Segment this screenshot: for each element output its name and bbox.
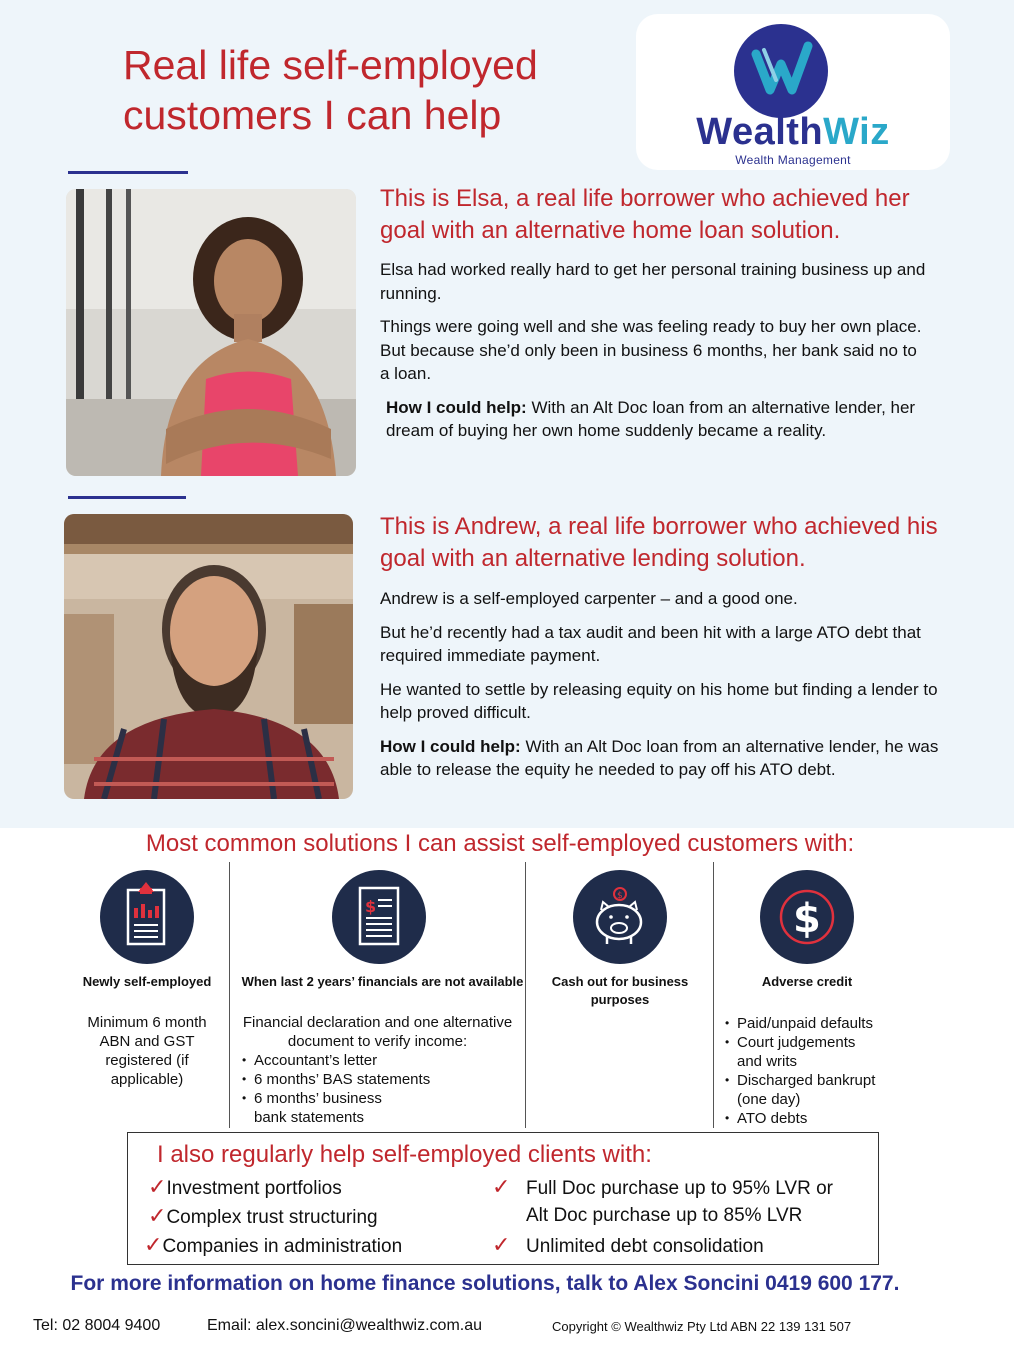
check-icon: ✓ [492,1232,511,1257]
story-andrew-paragraph: But he’d recently had a tax audit and been hit with a large ATO debt that required immediate payment. [380,622,921,665]
logo-wordmark [636,112,950,152]
story-elsa-body [380,258,930,453]
story-andrew-paragraph: He wanted to settle by releasing equity on his home but finding a lender to help proved difficult. [380,679,938,722]
also-help-title: I also regularly help self-employed clients with: [157,1141,652,1168]
column-heading-newly-self-employed: Newly self-employed [82,974,212,989]
column-heading-financials: When last 2 years’ financials are not available [241,974,524,989]
story-elsa-paragraph: Things were going well and she was feeling ready to buy her own place. But because she’d only been in business 6 months, her bank said no to a loan. [380,317,922,383]
column-heading-cash-out: Cash out for business purposes [551,974,689,1007]
story-andrew-help [380,735,950,782]
andrew-photo [64,514,353,799]
list-item: ✓Investment portfolios [148,1174,342,1199]
logo-word-part1: Wealth [696,111,824,153]
story-andrew-paragraph: Andrew is a self-employed carpenter – and a good one. [380,589,798,608]
svg-text:$: $ [793,896,821,942]
adverse-credit-list [725,1014,900,1128]
list-item: ✓Complex trust structuring [148,1203,378,1228]
help-text: With an Alt Doc loan from an alternative lender, he was able to release the equity he needed to pay off his ATO debt. [380,736,939,779]
story-elsa-title: This is Elsa, a real life borrower who achieved her goal with an alternative home loan solution. [380,185,910,244]
svg-text:$: $ [365,897,377,916]
help-label: How I could help: [386,397,527,417]
footer-phone: Tel: 02 8004 9400 [33,1317,161,1334]
dollar-icon [760,870,854,964]
wealthwiz-logo [636,14,950,170]
list-item: • Court judgements and writs [725,1033,877,1071]
story-elsa-paragraph: Elsa had worked really hard to get her personal training business up and running. [380,260,926,303]
list-item: ✓Companies in administration [144,1232,403,1257]
story-andrew-title: This is Andrew, a real life borrower who achieved his goal with an alternative lending solution. [380,513,938,572]
piggy-bank-icon [573,870,667,964]
section-divider [68,496,186,499]
svg-text:$: $ [617,891,623,901]
page-title-line1: Real life self-employed [123,42,538,88]
column-divider [713,862,714,1128]
check-icon: ✓ [492,1174,511,1199]
solutions-title: Most common solutions I can assist self-employed customers with: [145,830,855,857]
contact-call-to-action: For more information on home finance solutions, talk to Alex Soncini 0419 600 177. [70,1272,900,1295]
help-label: How I could help: [380,736,521,756]
financials-list [242,1051,522,1127]
story-andrew-body [380,587,950,792]
logo-subtitle: Wealth Management [735,153,851,167]
also-help-box [127,1132,879,1265]
report-icon [100,870,194,964]
invoice-icon [332,870,426,964]
elsa-photo [66,189,356,476]
story-elsa-help [380,396,930,443]
footer-copyright: Copyright © Wealthwiz Pty Ltd ABN 22 139 131 507 [552,1319,852,1334]
list-item: • 6 months’ business bank statements [242,1089,414,1127]
also-help-left-list [144,1174,478,1262]
footer-email[interactable]: Email: alex.soncini@wealthwiz.com.au [207,1317,483,1334]
help-text: With an Alt Doc loan from an alternative lender, her dream of buying her own home suddenly became a reality. [386,397,916,440]
column-heading-adverse-credit: Adverse credit [761,974,853,989]
column-text: Minimum 6 month ABN and GST registered (if applicable) [87,1014,207,1088]
list-item: • Discharged bankrupt (one day) [725,1071,902,1109]
check-icon: ✓ [148,1203,167,1228]
list-item: • ATO debts [725,1109,900,1128]
list-item: ✓ Full Doc purchase up to 95% LVR or [492,1174,833,1199]
column-divider [525,862,526,1128]
logo-emblem-icon [734,24,828,118]
check-icon: ✓ [148,1174,167,1199]
page-title [123,40,623,140]
also-help-right-list [492,1175,872,1262]
list-item: ✓ Unlimited debt consolidation [492,1232,764,1257]
page-title-line2: customers I can help [123,92,502,138]
section-divider [68,171,188,174]
check-icon: ✓ [144,1232,163,1257]
logo-word-part2: Wiz [823,111,890,153]
list-item: Alt Doc purchase up to 85% LVR [526,1205,803,1226]
list-item: • Accountant’s letter [242,1051,522,1070]
column-divider [229,862,230,1128]
column-text: Financial declaration and one alternative document to verify income: [242,1014,513,1050]
list-item: • Paid/unpaid defaults [725,1014,900,1033]
list-item: • 6 months’ BAS statements [242,1070,522,1089]
